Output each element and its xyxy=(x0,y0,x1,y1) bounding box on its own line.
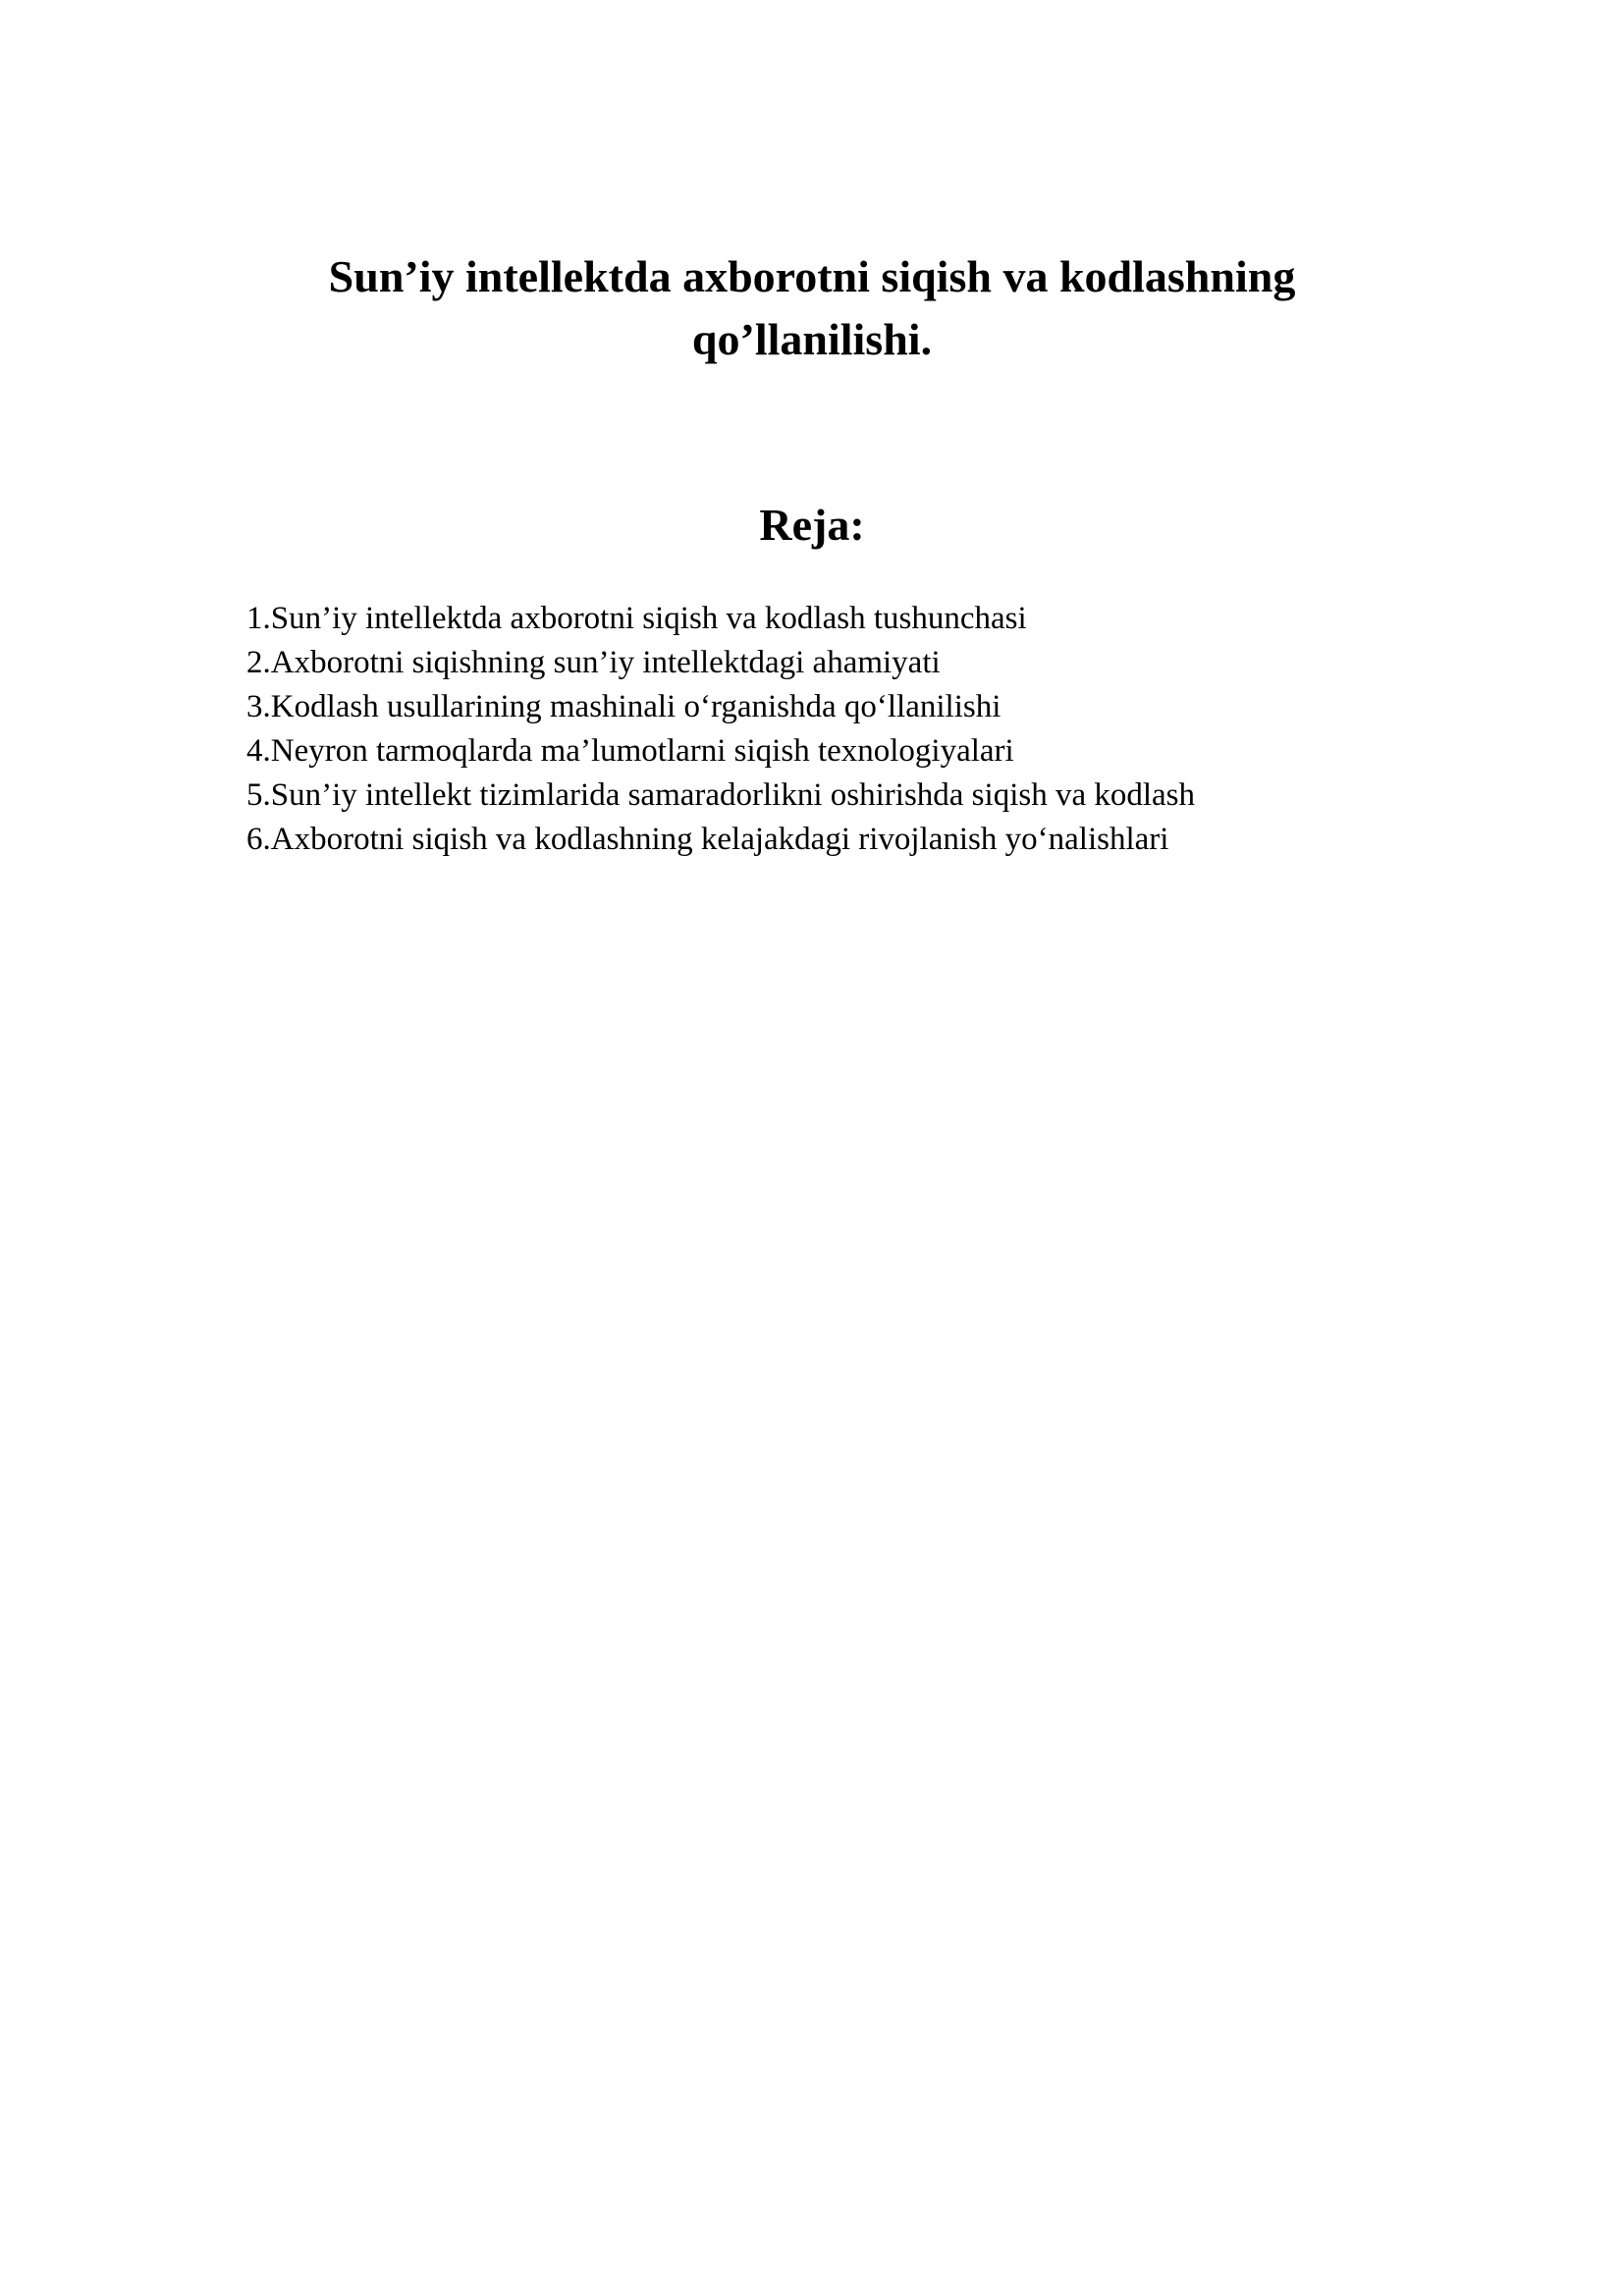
page-title-line-1: Sun’iy intellektda axborotni siqish va kodlashning xyxy=(328,251,1296,301)
plan-item-6: 6.Axborotni siqish va kodlashning kelajakdagi rivojlanish yo‘nalishlari xyxy=(246,822,1169,857)
plan-item-5: 5.Sun’iy intellekt tizimlarida samaradorlikni oshirishda siqish va kodlash xyxy=(246,777,1196,813)
plan-item-4: 4.Neyron tarmoqlarda ma’lumotlarni siqish texnologiyalari xyxy=(246,733,1014,769)
plan-list xyxy=(246,597,1506,862)
page-title xyxy=(0,0,1624,371)
page-title-line-2: qo’llanilishi. xyxy=(691,314,933,364)
plan-item-2: 2.Axborotni siqishning sun’iy intellektdagi ahamiyati xyxy=(246,645,941,680)
plan-item-3: 3.Kodlash usullarining mashinali o‘rganishda qo‘llanilishi xyxy=(246,689,1001,724)
plan-item-1: 1.Sun’iy intellektda axborotni siqish va kodlash tushunchasi xyxy=(246,601,1027,636)
plan-heading: Reja: xyxy=(759,500,865,550)
